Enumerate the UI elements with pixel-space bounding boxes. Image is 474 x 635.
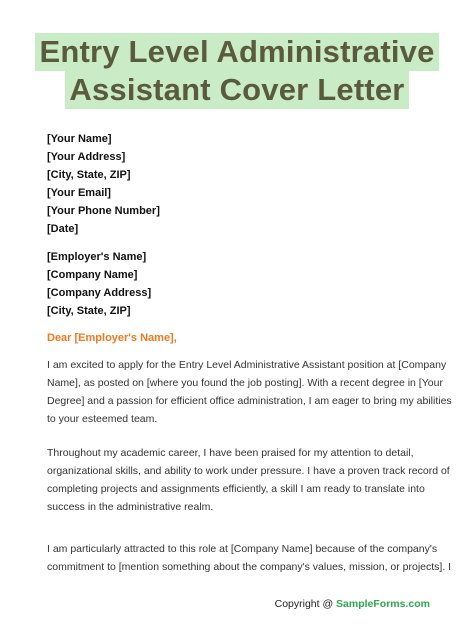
paragraph-line: I am excited to apply for the Entry Level Administrative Assistant position at [Company [47,359,447,371]
title-line-1: Entry Level Administrative [35,33,438,71]
paragraph-line: I am particularly attracted to this role at [Company Name] because of the company's [47,543,438,555]
employer-name: [Employer's Name] [47,251,147,263]
sender-name: [Your Name] [47,133,112,145]
recipient-address-block [47,248,151,320]
company-address: [Company Address] [47,287,152,299]
paragraph-line: commitment to [mention something about the company's values, mission, or projects]. I [47,561,452,573]
body-paragraph-1 [47,356,452,428]
paragraph-line: completing projects and assignments efficiently, a skill I am ready to translate into [47,483,425,495]
title-line-2: Assistant Cover Letter [65,71,408,109]
paragraph-line: Degree] and a passion for efficient office administration, I am eager to bring my abilities [47,395,452,407]
brand-link[interactable]: SampleForms.com [336,598,430,610]
paragraph-line: Name], as posted on [where you found the job posting]. With a recent degree in [Your [47,377,443,389]
sender-phone: [Your Phone Number] [47,205,160,217]
copyright-footer [275,598,430,610]
paragraph-line: organizational skills, and ability to work under pressure. I have a proven track record of [47,465,450,477]
body-paragraph-3 [47,540,452,576]
paragraph-line: to your esteemed team. [47,413,158,425]
sender-address: [Your Address] [47,151,126,163]
document-title [0,33,474,109]
letter-date: [Date] [47,223,79,235]
sender-city-state-zip: [City, State, ZIP] [47,169,131,181]
body-paragraph-2 [47,444,450,516]
company-city-state-zip: [City, State, ZIP] [47,305,131,317]
sender-address-block [47,130,160,238]
salutation: Dear [Employer's Name], [47,332,177,344]
company-name: [Company Name] [47,269,138,281]
sender-email: [Your Email] [47,187,111,199]
copyright-prefix: Copyright @ [274,598,337,610]
paragraph-line: success in the administrative realm. [47,501,214,513]
paragraph-line: Throughout my academic career, I have been praised for my attention to detail, [47,447,414,459]
